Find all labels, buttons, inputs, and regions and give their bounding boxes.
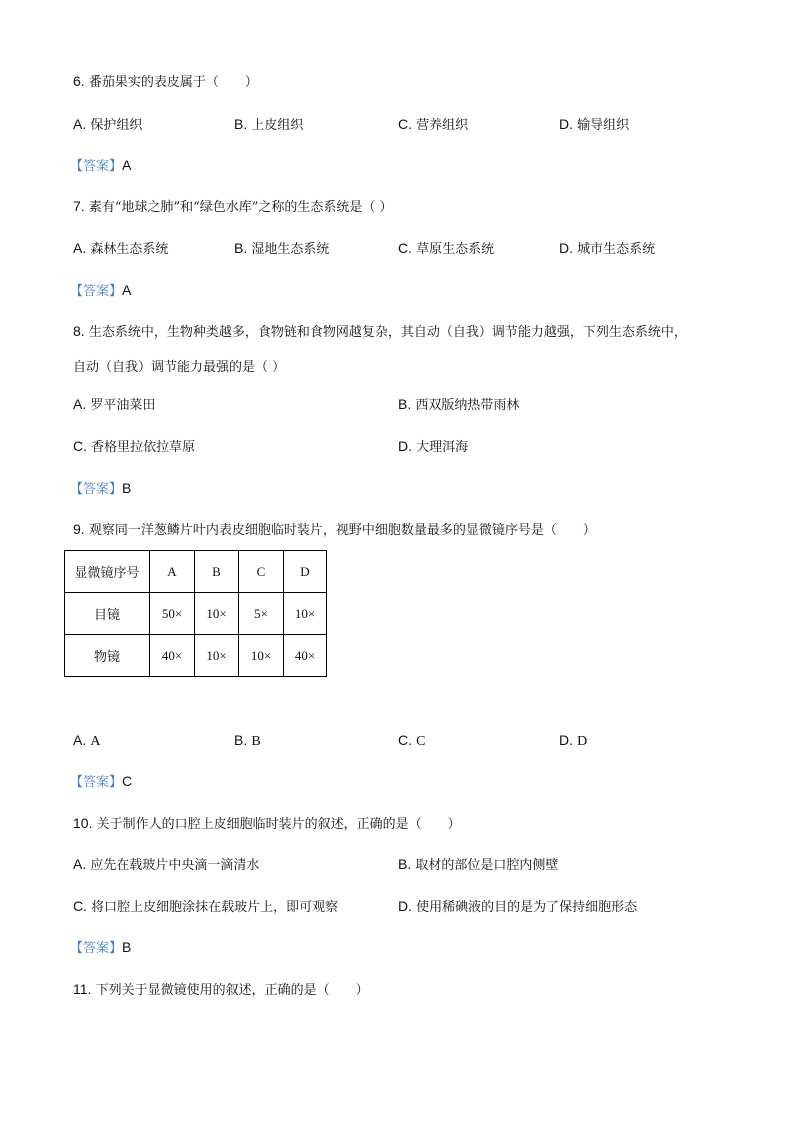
table-cell: 10× xyxy=(195,593,239,635)
question-number: 8. xyxy=(73,323,85,339)
question-text: 观察同一洋葱鳞片叶内表皮细胞临时装片，视野中细胞数量最多的显微镜序号是（ ） xyxy=(88,523,596,538)
question-8-option-b xyxy=(398,395,519,415)
table-cell: B xyxy=(195,551,239,593)
option-letter: D. xyxy=(559,240,573,256)
table-cell: 10× xyxy=(195,635,239,677)
question-9-option-a xyxy=(73,731,101,751)
table-header-row xyxy=(65,551,327,593)
question-8-answer xyxy=(70,479,131,499)
question-9-option-c xyxy=(398,731,425,751)
question-10-option-a xyxy=(73,855,259,875)
option-text: A xyxy=(90,734,101,749)
table-cell: D xyxy=(284,551,327,593)
question-7-stem xyxy=(73,197,393,217)
option-letter: B. xyxy=(398,396,412,412)
microscope-table xyxy=(64,550,327,677)
option-letter: B. xyxy=(234,732,248,748)
table-cell: 40× xyxy=(150,635,195,677)
table-cell: 物镜 xyxy=(65,635,150,677)
answer-label: 【答案】 xyxy=(70,159,123,174)
question-8-stem-line2 xyxy=(73,359,285,377)
option-letter: A. xyxy=(73,732,87,748)
option-text: 保护组织 xyxy=(90,118,143,133)
question-10-option-c xyxy=(73,897,338,917)
question-text: 自动（自我）调节能力最强的是（ ） xyxy=(73,360,286,375)
option-text: 罗平油菜田 xyxy=(90,398,156,413)
question-9-option-b xyxy=(234,731,261,751)
table-row xyxy=(65,593,327,635)
option-text: C xyxy=(416,734,426,749)
question-text: 生态系统中，生物种类越多，食物链和食物网越复杂，其自动（自我）调节能力越强，下列生态系统中， xyxy=(88,325,687,340)
question-8-option-c xyxy=(73,437,195,457)
option-letter: C. xyxy=(398,732,412,748)
table-cell: 40× xyxy=(284,635,327,677)
option-letter: D. xyxy=(559,732,573,748)
option-text: 湿地生态系统 xyxy=(251,242,330,257)
question-number: 6. xyxy=(73,73,85,89)
option-text: D xyxy=(577,734,588,749)
table-row xyxy=(65,635,327,677)
answer-label: 【答案】 xyxy=(70,284,123,299)
question-9-stem xyxy=(73,520,596,540)
option-letter: A. xyxy=(73,856,87,872)
question-7-answer xyxy=(70,281,131,301)
option-letter: C. xyxy=(398,116,412,132)
option-text: 取材的部位是口腔内侧壁 xyxy=(415,858,559,873)
table-cell: A xyxy=(150,551,195,593)
question-6-option-c xyxy=(398,115,468,135)
option-letter: A. xyxy=(73,116,87,132)
question-10-stem xyxy=(73,814,461,834)
question-number: 7. xyxy=(73,198,85,214)
option-text: 城市生态系统 xyxy=(577,242,656,257)
option-text: 草原生态系统 xyxy=(416,242,495,257)
option-letter: C. xyxy=(398,240,412,256)
question-10-option-d xyxy=(398,897,637,917)
answer-label: 【答案】 xyxy=(70,775,123,790)
option-text: 将口腔上皮细胞涂抹在载玻片上，即可观察 xyxy=(91,900,339,915)
question-10-option-b xyxy=(398,855,558,875)
question-7-option-b xyxy=(234,239,329,259)
question-text: 番茄果实的表皮属于（ ） xyxy=(88,75,258,90)
question-text: 下列关于显微镜使用的叙述，正确的是（ ） xyxy=(95,983,369,998)
question-number: 10. xyxy=(73,815,93,831)
question-6-option-d xyxy=(559,115,629,135)
question-6-answer xyxy=(70,156,131,176)
option-text: B xyxy=(251,734,261,749)
question-number: 9. xyxy=(73,521,85,537)
option-letter: A. xyxy=(73,240,87,256)
question-8-stem xyxy=(73,322,687,342)
answer-value: B xyxy=(122,480,132,496)
option-text: 香格里拉依拉草原 xyxy=(91,440,196,455)
table-cell: 10× xyxy=(239,635,284,677)
question-6-option-a xyxy=(73,115,142,135)
option-letter: D. xyxy=(398,438,412,454)
option-letter: D. xyxy=(559,116,573,132)
option-text: 上皮组织 xyxy=(251,118,304,133)
table-cell: 10× xyxy=(284,593,327,635)
question-number: 11. xyxy=(73,981,92,997)
answer-value: A xyxy=(122,157,132,173)
option-text: 输导组织 xyxy=(577,118,630,133)
option-text: 森林生态系统 xyxy=(90,242,169,257)
answer-value: B xyxy=(122,939,132,955)
option-letter: C. xyxy=(73,438,87,454)
question-text: 关于制作人的口腔上皮细胞临时装片的叙述，正确的是（ ） xyxy=(96,817,461,832)
option-text: 使用稀碘液的目的是为了保持细胞形态 xyxy=(416,900,638,915)
question-7-option-d xyxy=(559,239,655,259)
question-9-answer xyxy=(70,772,132,792)
option-letter: B. xyxy=(234,240,248,256)
table-cell: C xyxy=(239,551,284,593)
question-10-answer xyxy=(70,938,131,958)
question-7-option-a xyxy=(73,239,168,259)
option-letter: A. xyxy=(73,396,87,412)
answer-value: C xyxy=(122,773,133,789)
option-text: 西双版纳热带雨林 xyxy=(415,398,520,413)
option-letter: B. xyxy=(234,116,248,132)
table-cell: 目镜 xyxy=(65,593,150,635)
table-cell: 50× xyxy=(150,593,195,635)
option-text: 应先在载玻片中央滴一滴清水 xyxy=(90,858,260,873)
question-6-stem xyxy=(73,72,258,92)
option-letter: B. xyxy=(398,856,412,872)
table-cell: 显微镜序号 xyxy=(65,551,150,593)
option-letter: C. xyxy=(73,898,87,914)
answer-value: A xyxy=(122,282,132,298)
question-9-option-d xyxy=(559,731,587,751)
table-cell: 5× xyxy=(239,593,284,635)
question-11-stem xyxy=(73,980,369,1000)
question-6-option-b xyxy=(234,115,303,135)
question-7-option-c xyxy=(398,239,494,259)
question-text: 素有“地球之肺”和“绿色水库”之称的生态系统是（ ） xyxy=(88,200,393,215)
answer-label: 【答案】 xyxy=(70,482,123,497)
answer-label: 【答案】 xyxy=(70,941,123,956)
option-text: 大理洱海 xyxy=(416,440,469,455)
option-letter: D. xyxy=(398,898,412,914)
question-8-option-d xyxy=(398,437,468,457)
option-text: 营养组织 xyxy=(416,118,469,133)
question-8-option-a xyxy=(73,395,155,415)
